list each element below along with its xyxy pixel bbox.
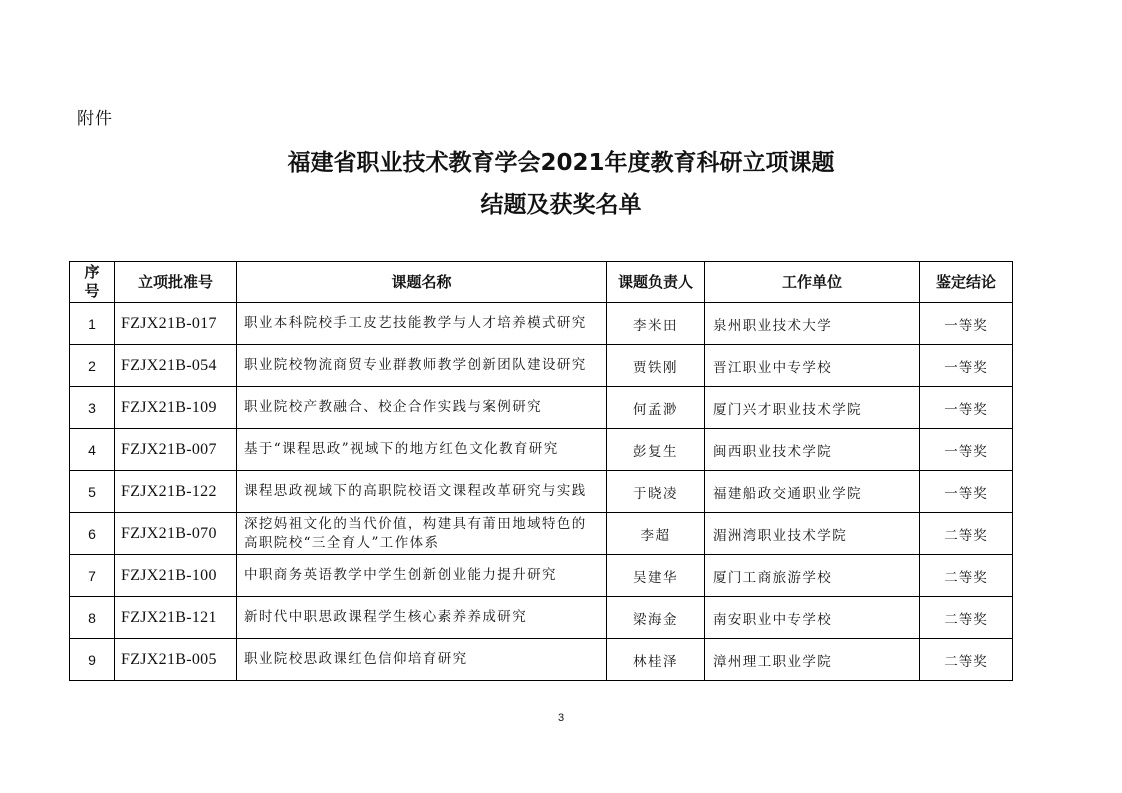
cell-name: 深挖妈祖文化的当代价值，构建具有莆田地域特色的高职院校“三全育人”工作体系 xyxy=(237,513,607,555)
cell-leader: 李米田 xyxy=(607,303,705,345)
header-result: 鉴定结论 xyxy=(920,262,1013,303)
cell-seq: 6 xyxy=(70,513,115,555)
results-table xyxy=(69,261,1013,681)
cell-name: 职业本科院校手工皮艺技能教学与人才培养模式研究 xyxy=(237,303,607,345)
cell-name: 新时代中职思政课程学生核心素养养成研究 xyxy=(237,597,607,639)
cell-leader: 吴建华 xyxy=(607,555,705,597)
cell-unit: 厦门兴才职业技术学院 xyxy=(705,387,920,429)
cell-result: 二等奖 xyxy=(920,513,1013,555)
cell-unit: 泉州职业技术大学 xyxy=(705,303,920,345)
cell-result: 二等奖 xyxy=(920,597,1013,639)
table-row xyxy=(70,639,1013,681)
header-leader: 课题负责人 xyxy=(607,262,705,303)
page-number: 3 xyxy=(557,712,565,724)
header-code: 立项批准号 xyxy=(115,262,237,303)
cell-code: FZJX21B-121 xyxy=(115,597,237,639)
table-row xyxy=(70,471,1013,513)
cell-name: 职业院校产教融合、校企合作实践与案例研究 xyxy=(237,387,607,429)
cell-seq: 3 xyxy=(70,387,115,429)
cell-leader: 贾铁刚 xyxy=(607,345,705,387)
cell-leader: 李超 xyxy=(607,513,705,555)
cell-leader: 于晓凌 xyxy=(607,471,705,513)
header-seq: 序 号 xyxy=(70,262,115,303)
cell-seq: 4 xyxy=(70,429,115,471)
document-title-line2: 结题及获奖名单 xyxy=(480,192,642,218)
cell-seq: 9 xyxy=(70,639,115,681)
cell-seq: 7 xyxy=(70,555,115,597)
cell-unit: 湄洲湾职业技术学院 xyxy=(705,513,920,555)
cell-unit: 闽西职业技术学院 xyxy=(705,429,920,471)
cell-result: 一等奖 xyxy=(920,345,1013,387)
header-unit: 工作单位 xyxy=(705,262,920,303)
cell-result: 一等奖 xyxy=(920,303,1013,345)
cell-result: 一等奖 xyxy=(920,471,1013,513)
table-row xyxy=(70,387,1013,429)
document-title-line1: 福建省职业技术教育学会2021年度教育科研立项课题 xyxy=(287,150,835,176)
cell-name: 职业院校物流商贸专业群教师教学创新团队建设研究 xyxy=(237,345,607,387)
header-name: 课题名称 xyxy=(237,262,607,303)
cell-result: 一等奖 xyxy=(920,387,1013,429)
cell-unit: 漳州理工职业学院 xyxy=(705,639,920,681)
attachment-label: 附件 xyxy=(77,109,113,129)
cell-code: FZJX21B-100 xyxy=(115,555,237,597)
cell-seq: 5 xyxy=(70,471,115,513)
cell-code: FZJX21B-017 xyxy=(115,303,237,345)
cell-unit: 晋江职业中专学校 xyxy=(705,345,920,387)
cell-code: FZJX21B-005 xyxy=(115,639,237,681)
cell-code: FZJX21B-007 xyxy=(115,429,237,471)
cell-name: 基于“课程思政”视域下的地方红色文化教育研究 xyxy=(237,429,607,471)
cell-unit: 南安职业中专学校 xyxy=(705,597,920,639)
table-row xyxy=(70,429,1013,471)
table-row xyxy=(70,597,1013,639)
table-row xyxy=(70,303,1013,345)
cell-code: FZJX21B-070 xyxy=(115,513,237,555)
cell-unit: 福建船政交通职业学院 xyxy=(705,471,920,513)
cell-result: 一等奖 xyxy=(920,429,1013,471)
cell-leader: 林桂泽 xyxy=(607,639,705,681)
table-header-row xyxy=(70,262,1013,303)
cell-leader: 梁海金 xyxy=(607,597,705,639)
cell-leader: 何孟渺 xyxy=(607,387,705,429)
cell-name: 课程思政视域下的高职院校语文课程改革研究与实践 xyxy=(237,471,607,513)
table-row xyxy=(70,555,1013,597)
table-row xyxy=(70,513,1013,555)
cell-name: 中职商务英语教学中学生创新创业能力提升研究 xyxy=(237,555,607,597)
cell-result: 二等奖 xyxy=(920,639,1013,681)
cell-seq: 8 xyxy=(70,597,115,639)
cell-leader: 彭复生 xyxy=(607,429,705,471)
cell-seq: 1 xyxy=(70,303,115,345)
table-row xyxy=(70,345,1013,387)
cell-name: 职业院校思政课红色信仰培育研究 xyxy=(237,639,607,681)
cell-code: FZJX21B-054 xyxy=(115,345,237,387)
cell-code: FZJX21B-122 xyxy=(115,471,237,513)
cell-code: FZJX21B-109 xyxy=(115,387,237,429)
cell-unit: 厦门工商旅游学校 xyxy=(705,555,920,597)
cell-result: 二等奖 xyxy=(920,555,1013,597)
cell-seq: 2 xyxy=(70,345,115,387)
